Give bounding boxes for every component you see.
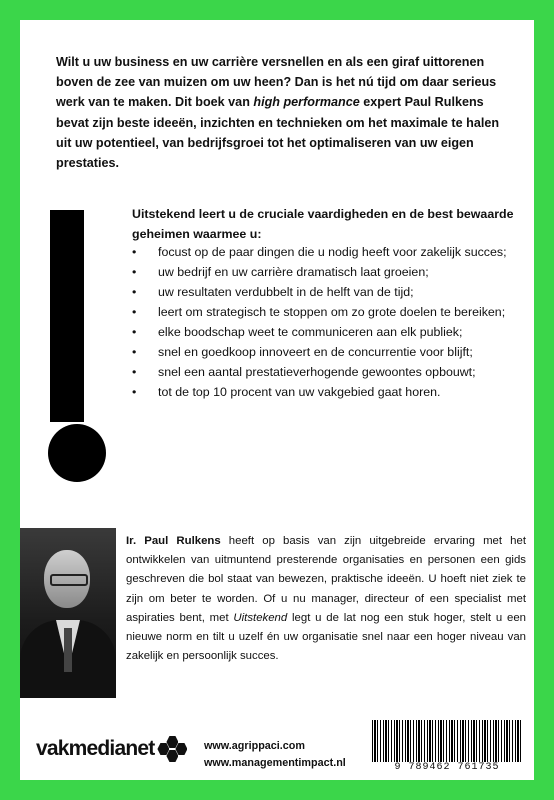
book-title-emphasis: Uitstekend (233, 611, 288, 624)
list-item-text: tot de top 10 procent van uw vakgebied gaat horen. (158, 385, 441, 399)
publisher-logo (36, 736, 187, 762)
exclamation-dot-graphic (48, 424, 106, 482)
bullet-icon: • (132, 345, 137, 359)
bullet-icon: • (132, 325, 137, 339)
publisher-urls (204, 738, 346, 772)
list-item-text: uw resultaten verdubbelt in de helft van de tijd; (158, 285, 414, 299)
author-photo (20, 528, 116, 698)
list-item (132, 342, 524, 362)
exclamation-bar-graphic (50, 210, 84, 422)
bullet-icon: • (132, 385, 137, 399)
back-cover (20, 20, 534, 780)
list-item (132, 382, 524, 402)
list-item-text: snel een aantal prestatieverhogende gewoontes opbouwt; (158, 365, 476, 379)
list-item-text: uw bedrijf en uw carrière dramatisch laat groeien; (158, 265, 429, 279)
bullet-icon: • (132, 305, 137, 319)
isbn-barcode (372, 720, 522, 776)
bullet-icon: • (132, 245, 137, 259)
author-bio (126, 532, 526, 666)
list-item-text: elke boodschap weet te communiceren aan elk publiek; (158, 325, 463, 339)
benefits-lead: Uitstekend leert u de cruciale vaardigheden en de best bewaarde geheimen waarmee u: (132, 207, 514, 241)
list-item-text: leert om strategisch te stoppen om zo grote doelen te bereiken; (158, 305, 506, 319)
list-item (132, 322, 524, 342)
list-item-text: focust op de paar dingen die u nodig heeft voor zakelijk succes; (158, 245, 507, 259)
url-link[interactable]: www.agrippaci.com (204, 740, 305, 752)
url-link[interactable]: www.managementimpact.nl (204, 757, 346, 769)
hexagon-cluster-icon (157, 736, 187, 762)
author-tie (64, 628, 72, 672)
author-glasses (50, 574, 88, 586)
list-item (132, 262, 524, 282)
intro-paragraph (56, 52, 516, 173)
barcode-lines (372, 720, 522, 762)
list-item-text: snel en goedkoop innoveert en de concurrentie voor blijft; (158, 345, 473, 359)
bullet-icon: • (132, 365, 137, 379)
bullet-icon: • (132, 285, 137, 299)
bio-text-end: legt u de lat nog een stuk hoger, stelt u een nieuwe norm en tilt u uzelf én uw organisatie snel naar een hoger niveau van zakelijk en persoonlijk succes. (126, 611, 526, 663)
author-name: Ir. Paul Rulkens (126, 535, 221, 547)
intro-text-end: expert Paul Rulkens bevat zijn beste ideeën, inzichten en technieken om het maximale te halen uit uw potentieel, van bedrijfsgroei tot het optimaliseren van uw eigen prestaties. (56, 95, 500, 171)
list-item (132, 362, 524, 382)
list-item (132, 302, 524, 322)
list-item (132, 242, 524, 262)
bullet-icon: • (132, 265, 137, 279)
list-item (132, 282, 524, 302)
isbn-number: 9 789462 761735 (394, 762, 500, 773)
benefits-list (132, 242, 524, 402)
intro-text-start: Wilt u uw business en uw carrière versnellen en als een giraf uittorenen boven de zee van muizen om uw heen? Dan is het nú tijd om daar serieus werk van te maken. Dit boek van (56, 55, 497, 110)
intro-emphasis: high performance (253, 95, 360, 110)
bio-text-start: heeft op basis van zijn uitgebreide ervaring met het ontwikkelen van uitmuntend presterende organisaties en personen een gids geschreven die bol staat van bewezen, praktische ideeën. U hoeft niet ziek te zijn om beter te worden. Of u nu manager, directeur of een specialist met aspiraties bent, met (126, 535, 526, 624)
publisher-name: vakmedianet (36, 737, 155, 760)
